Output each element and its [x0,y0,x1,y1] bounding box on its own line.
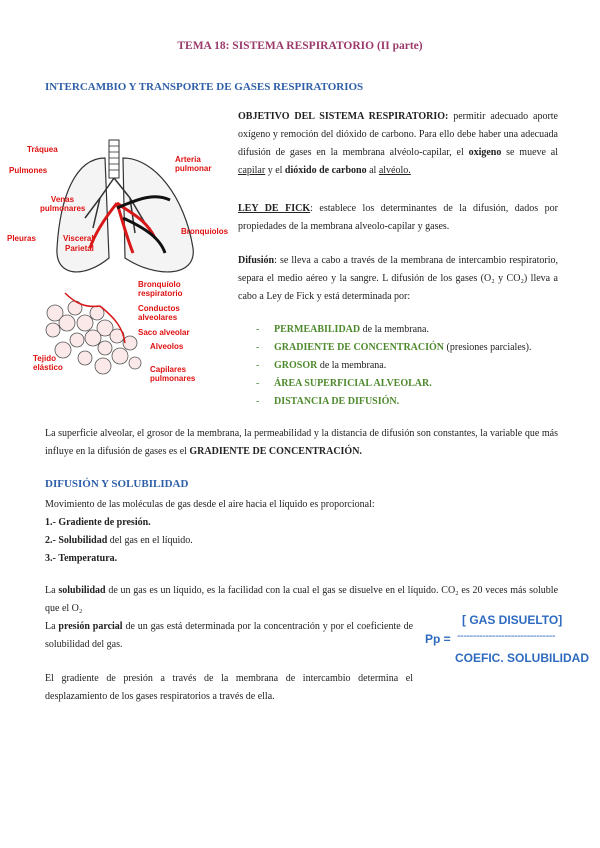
label-traquea: Tráquea [27,145,58,154]
label-visceral: Visceral [63,234,94,243]
label-venas-pulmonares: Venas pulmonares [40,195,86,213]
item-3: 3.- Temperatura. [45,553,118,564]
list-item: - GRADIENTE DE CONCENTRACIÓN (presiones parciales). [256,339,556,357]
list-item: - PERMEABILIDAD de la membrana. [256,321,556,339]
movimiento-text: Movimiento de las moléculas de gas desde el aire hacia el líquido es proporcional: [45,499,375,510]
gradiente-paragraph: El gradiente de presión a través de la membrana de intercambio determina el desplazamiento de los gases respiratorios a través de ella. [45,673,413,702]
label-pleuras: Pleuras [7,234,36,243]
formula-fraction-line: ------------------------------- [457,630,556,642]
item-1: 1.- Gradiente de presión. [45,517,151,528]
page-title: TEMA 18: SISTEMA RESPIRATORIO (II parte) [177,40,423,52]
label-pulmones: Pulmones [9,166,48,175]
label-alveolos: Alveolos [150,342,184,351]
fick-label: LEY DE FICK [238,203,311,214]
label-parietal: Parietal [65,244,94,253]
objetivo-label: OBJETIVO DEL SISTEMA RESPIRATORIO: [238,111,449,122]
formula-numerator: [ GAS DISUELTO] [462,613,563,627]
superficie-paragraph: La superficie alveolar, el grosor de la membrana, la permeabilidad y la distancia de difusión son constantes, la variable que más influye en la difusión de gases es el GRADIENTE DE CONCENTRACIÓN. [45,428,558,457]
respiratory-diagram [5,128,230,393]
formula-lhs: Pp = [425,632,451,646]
label-capilares-pulmonares: Capilares pulmonares [150,365,196,383]
label-arteria-pulmonar: Arteria pulmonar [175,155,212,173]
fick-paragraph: LEY DE FICK: establece los determinantes de la difusión, dados por propiedades de la membrana alveolo-capilar y gases. [238,203,558,232]
factors-list [256,321,556,411]
item-2: 2.- Solubilidad del gas en el líquido. [45,535,193,546]
presion-paragraph: La presión parcial de un gas está determinada por la concentración y por el coeficiente de solubilidad del gas. [45,621,414,650]
label-tejido-elastico: Tejido elástico [33,354,63,372]
label-saco-alveolar: Saco alveolar [138,328,190,337]
difusion-label: Difusión [238,255,275,266]
list-item: - DISTANCIA DE DIFUSIÓN. [256,393,556,411]
list-item: - GROSOR de la membrana. [256,357,556,375]
formula-denominator: COEFIC. SOLUBILIDAD [455,651,589,665]
section-heading-intercambio: INTERCAMBIO Y TRANSPORTE DE GASES RESPIRATORIOS [45,81,364,93]
label-bronquiolos: Bronquiolos [181,227,229,236]
difusion-paragraph: Difusión: se lleva a cabo a través de la membrana de intercambio respiratorio, separa el medio aéreo y la sangre. L difusión de los gases (O₂ y CO₂) lleva a cabo a Ley de Fick y está determinada por: [238,255,558,302]
label-bronquiolo-respiratorio: Bronquíolo respiratorio [138,280,183,298]
label-conductos-alveolares: Conductos alveolares [138,304,180,322]
objetivo-paragraph: OBJETIVO DEL SISTEMA RESPIRATORIO: permitir adecuado aporte oxígeno y remoción del dióxido de carbono. Para ello debe haber una adecuada difusión de gases en la membrana alvéolo-capilar, el oxigeno se mueve al capilar y el dióxido de carbono al alvéolo. [238,111,558,176]
solubilidad-paragraph: La solubilidad de un gas es un líquido, es la facilidad con la cual el gas se disuelve en el líquido. CO₂ es 20 veces más soluble que el O₂ [45,585,559,614]
list-item: - ÁREA SUPERFICIAL ALVEOLAR. [256,375,556,393]
section-heading-difusion: DIFUSIÓN Y SOLUBILIDAD [45,478,189,490]
